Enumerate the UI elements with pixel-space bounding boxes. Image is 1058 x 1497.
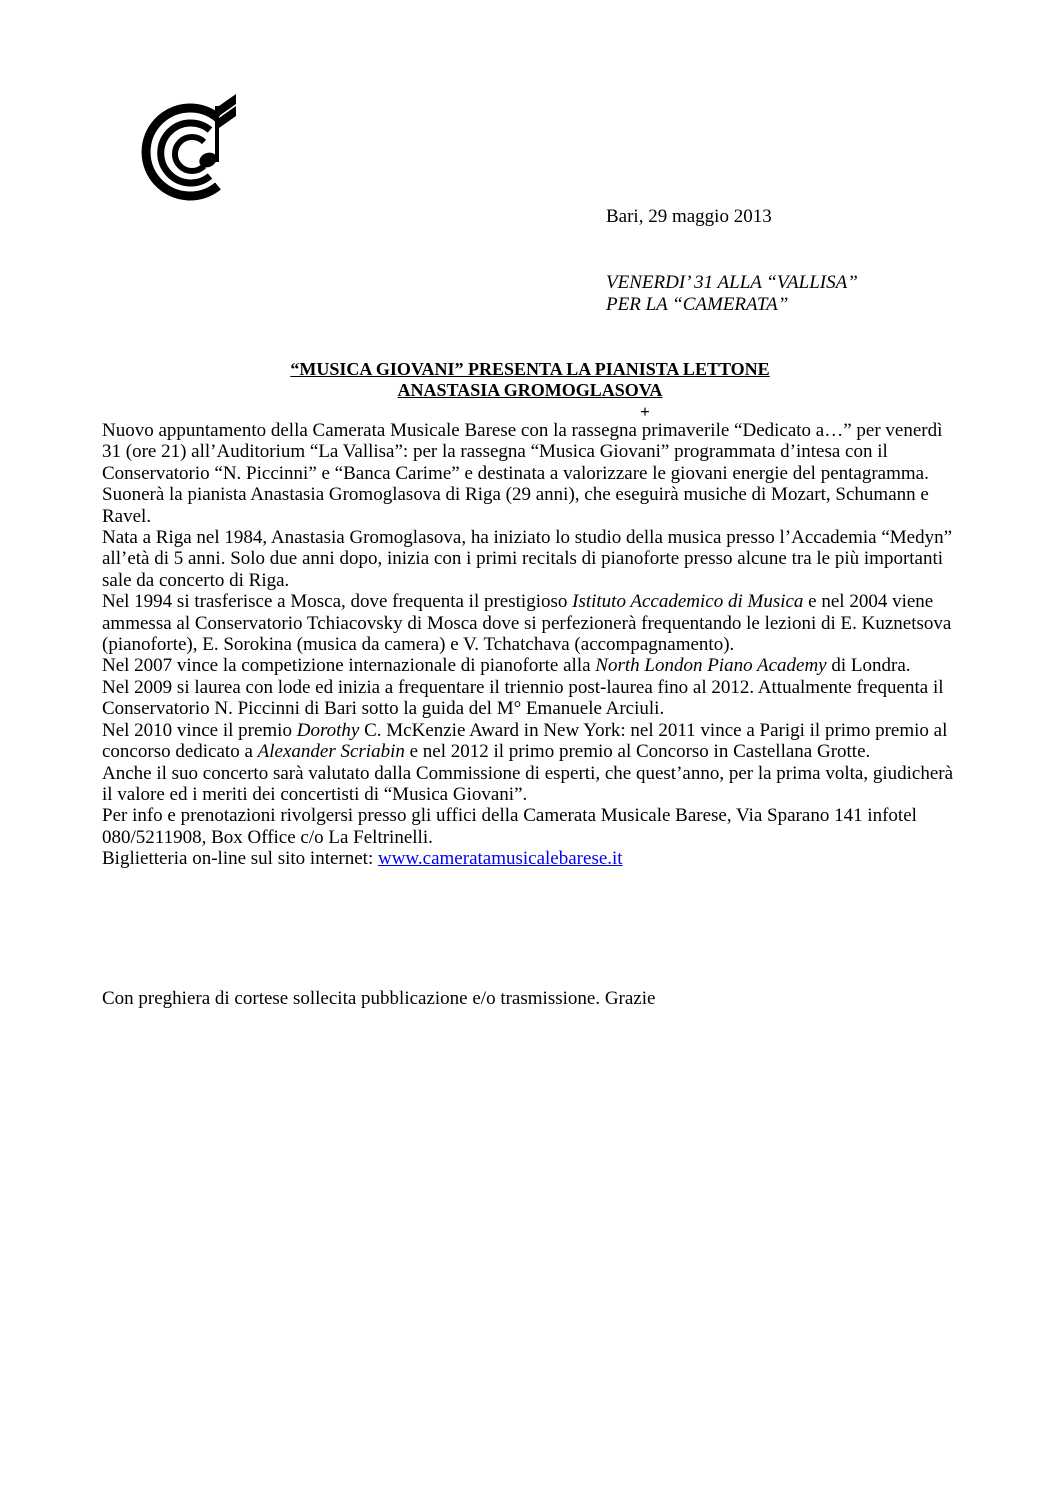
- press-body: [102, 420, 960, 870]
- event-subtitle: [606, 272, 858, 316]
- heading-line-1: “MUSICA GIOVANI” PRESENTA LA PIANISTA LETTONE: [290, 359, 770, 379]
- press-heading: [102, 359, 958, 401]
- italic-academy: North London Piano Academy: [595, 655, 827, 677]
- heading-line-2: ANASTASIA GROMOGLASOVA: [397, 380, 663, 400]
- paragraph: Nata a Riga nel 1984, Anastasia Gromoglasova, ha iniziato lo studio della musica presso l’Accademia “Medyn” all’età di 5 anni. Solo due anni dopo, inizia con i primi recitals di pianoforte presso alcune tra le più importanti sale da concerto di Riga.: [102, 527, 953, 591]
- paragraph: Nel 2010 vince il premio Dorothy C. McKenzie Award in New York: nel 2011 vince a Parigi il primo premio al concorso dedicato a Alexander Scriabin e nel 2012 il primo premio al Concorso in Castellana Grotte.: [102, 719, 948, 763]
- subtitle-line: PER LA “CAMERATA”: [606, 294, 789, 315]
- letter-date: Bari, 29 maggio 2013: [606, 206, 772, 227]
- subtitle-line: VENERDI’ 31 ALLA “VALLISA”: [606, 272, 858, 293]
- italic-composer: Alexander Scriabin: [257, 741, 405, 763]
- website-link[interactable]: www.cameratamusicalebarese.it: [377, 848, 623, 870]
- paragraph: Biglietteria on-line sul sito internet: www.cameratamusicalebarese.it: [102, 848, 623, 870]
- closing-line: Con preghiera di cortese sollecita pubblicazione e/o trasmissione. Grazie: [102, 988, 656, 1009]
- paragraph: Nel 2007 vince la competizione internazionale di pianoforte alla North London Piano Academy di Londra.: [102, 655, 911, 677]
- paragraph: Per info e prenotazioni rivolgersi presso gli uffici della Camerata Musicale Barese, Via Sparano 141 infotel 080/5211908, Box Office c/o La Feltrinelli.: [102, 805, 917, 848]
- plus-mark: +: [640, 402, 650, 421]
- paragraph: Anche il suo concerto sarà valutato dalla Commissione di esperti, che quest’anno, per la prima volta, giudicherà il valore ed i meriti dei concertisti di “Musica Giovani”.: [102, 762, 954, 805]
- paragraph: Nuovo appuntamento della Camerata Musicale Barese con la rassegna primaverile “Dedicato a…” per venerdì 31 (ore 21) all’Auditorium “La Vallisa”: per la rassegna “Musica Giovani” programmata d’intesa con il Conservatorio “N. Piccinni” e “Banca Carime” e destinata a valorizzare le giovani energie del pentagramma. Suonerà la pianista Anastasia Gromoglasova di Riga (29 anni), che eseguirà musiche di Mozart, Schumann e Ravel.: [102, 420, 943, 527]
- paragraph: Nel 1994 si trasferisce a Mosca, dove frequenta il prestigioso Istituto Accademico di Musica e nel 2004 viene ammessa al Conservatorio Tchiacovsky di Mosca dove si perfezionerà frequentando le lezioni di E. Kuznetsova (pianoforte), E. Sorokina (musica da camera) e V. Tchatchava (accompagnamento).: [102, 591, 952, 656]
- italic-award: Dorothy: [296, 719, 360, 741]
- paragraph: Nel 2009 si laurea con lode ed inizia a frequentare il triennio post-laurea fino al 2012. Attualmente frequenta il Conservatorio N. Piccinni di Bari sotto la guida del M° Emanuele Arciuli.: [102, 676, 944, 720]
- italic-institute: Istituto Accademico di Musica: [572, 591, 804, 613]
- camerata-logo: [130, 92, 245, 204]
